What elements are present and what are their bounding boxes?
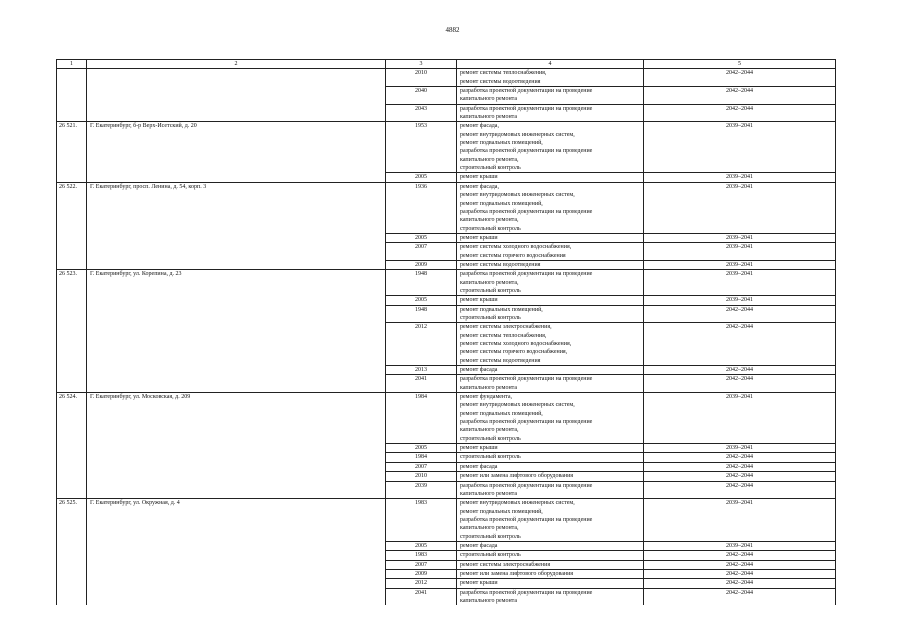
- work-type-cell: разработка проектной документации на проведение капитального ремонта, строительный контроль: [457, 270, 644, 296]
- period-cell: 2042–2044: [644, 366, 836, 375]
- building-row: [57, 182, 836, 233]
- table-row: [57, 579, 836, 588]
- row-number: [57, 375, 87, 393]
- address-cell: [87, 560, 386, 569]
- address-cell: Г. Екатеринбург, б-р Верх-Исетский, д. 20: [87, 122, 386, 173]
- table-row: [57, 551, 836, 560]
- year-cell: 2043: [386, 104, 457, 122]
- table-row: [57, 453, 836, 462]
- work-type-cell: ремонт внутридомовых инженерных систем, ремонт подвальных помещений, разработка проектной документации на проведение капитального ремонта, строительный контроль: [457, 499, 644, 542]
- period-cell: 2039–2041: [644, 444, 836, 453]
- row-number: [57, 588, 87, 605]
- row-number: [57, 481, 87, 499]
- period-cell: 2042–2044: [644, 560, 836, 569]
- year-cell: 2005: [386, 296, 457, 305]
- row-number: [57, 551, 87, 560]
- work-type-cell: разработка проектной документации на проведение капитального ремонта: [457, 375, 644, 393]
- year-cell: 2007: [386, 243, 457, 261]
- work-type-cell: ремонт подвальных помещений, строительный контроль: [457, 305, 644, 323]
- column-header: 5: [644, 60, 836, 69]
- work-type-cell: ремонт фасада: [457, 462, 644, 471]
- period-cell: 2042–2044: [644, 462, 836, 471]
- work-type-cell: строительный контроль: [457, 453, 644, 462]
- address-cell: [87, 69, 386, 87]
- period-cell: 2042–2044: [644, 453, 836, 462]
- table-row: [57, 366, 836, 375]
- row-number: [57, 541, 87, 550]
- address-cell: [87, 87, 386, 105]
- column-header: 2: [87, 60, 386, 69]
- address-cell: Г. Екатеринбург, просп. Ленина, д. 54, корп. 3: [87, 182, 386, 233]
- year-cell: 2040: [386, 87, 457, 105]
- row-number: 26 525.: [57, 499, 87, 542]
- row-number: [57, 104, 87, 122]
- period-cell: 2042–2044: [644, 472, 836, 481]
- period-cell: 2042–2044: [644, 305, 836, 323]
- period-cell: 2039–2041: [644, 393, 836, 444]
- year-cell: 2039: [386, 481, 457, 499]
- address-cell: [87, 453, 386, 462]
- table-row: [57, 541, 836, 550]
- work-type-cell: ремонт системы холодного водоснабжения, ремонт системы горячего водоснабжения: [457, 243, 644, 261]
- row-number: [57, 579, 87, 588]
- year-cell: 1983: [386, 499, 457, 542]
- year-cell: 2041: [386, 588, 457, 605]
- row-number: [57, 366, 87, 375]
- year-cell: 2005: [386, 233, 457, 242]
- building-row: [57, 270, 836, 296]
- period-cell: 2039–2041: [644, 122, 836, 173]
- year-cell: 1983: [386, 551, 457, 560]
- column-header-row: [57, 60, 836, 69]
- period-cell: 2039–2041: [644, 182, 836, 233]
- work-type-cell: разработка проектной документации на проведение капитального ремонта: [457, 588, 644, 605]
- period-cell: 2039–2041: [644, 270, 836, 296]
- page-number: 4882: [445, 26, 460, 34]
- row-number: [57, 243, 87, 261]
- row-number: [57, 233, 87, 242]
- year-cell: 2013: [386, 366, 457, 375]
- work-type-cell: ремонт или замена лифтового оборудования: [457, 569, 644, 578]
- period-cell: 2042–2044: [644, 588, 836, 605]
- address-cell: [87, 104, 386, 122]
- period-cell: 2042–2044: [644, 87, 836, 105]
- period-cell: 2039–2041: [644, 296, 836, 305]
- year-cell: 2009: [386, 260, 457, 269]
- row-number: 26 524.: [57, 393, 87, 444]
- year-cell: 2010: [386, 472, 457, 481]
- address-cell: Г. Екатеринбург, ул. Окружная, д. 4: [87, 499, 386, 542]
- address-cell: [87, 481, 386, 499]
- year-cell: 1948: [386, 305, 457, 323]
- table-row: [57, 588, 836, 605]
- year-cell: 1953: [386, 122, 457, 173]
- table-row: [57, 375, 836, 393]
- year-cell: 2005: [386, 444, 457, 453]
- address-cell: [87, 366, 386, 375]
- table-row: [57, 104, 836, 122]
- row-number: [57, 462, 87, 471]
- address-cell: [87, 375, 386, 393]
- work-type-cell: ремонт или замена лифтового оборудования: [457, 472, 644, 481]
- column-header: 3: [386, 60, 457, 69]
- work-type-cell: ремонт фундамента, ремонт внутридомовых инженерных систем, ремонт подвальных помещений, разработка проектной документации на проведение капитального ремонта, строительный контроль: [457, 393, 644, 444]
- period-cell: 2042–2044: [644, 551, 836, 560]
- address-cell: [87, 462, 386, 471]
- row-number: [57, 444, 87, 453]
- work-type-cell: ремонт системы электроснабжения: [457, 560, 644, 569]
- address-cell: [87, 233, 386, 242]
- year-cell: 2041: [386, 375, 457, 393]
- period-cell: 2042–2044: [644, 69, 836, 87]
- table-row: [57, 323, 836, 366]
- period-cell: 2042–2044: [644, 481, 836, 499]
- year-cell: 2012: [386, 579, 457, 588]
- work-type-cell: ремонт системы электроснабжения, ремонт системы теплоснабжения, ремонт системы холодного водоснабжения, ремонт системы горячего водоснабжения, ремонт системы водоотведения: [457, 323, 644, 366]
- year-cell: 1936: [386, 182, 457, 233]
- year-cell: 2007: [386, 560, 457, 569]
- work-type-cell: ремонт крыши: [457, 444, 644, 453]
- work-type-cell: разработка проектной документации на проведение капитального ремонта: [457, 481, 644, 499]
- row-number: [57, 69, 87, 87]
- table-row: [57, 233, 836, 242]
- period-cell: 2039–2041: [644, 233, 836, 242]
- table-row: [57, 481, 836, 499]
- period-cell: 2042–2044: [644, 375, 836, 393]
- year-cell: 2010: [386, 69, 457, 87]
- row-number: [57, 569, 87, 578]
- table-row: [57, 462, 836, 471]
- address-cell: [87, 243, 386, 261]
- row-number: [57, 173, 87, 182]
- year-cell: 2009: [386, 569, 457, 578]
- work-type-cell: ремонт крыши: [457, 173, 644, 182]
- table-row: [57, 69, 836, 87]
- period-cell: 2042–2044: [644, 579, 836, 588]
- work-type-cell: ремонт крыши: [457, 579, 644, 588]
- address-cell: [87, 305, 386, 323]
- address-cell: [87, 444, 386, 453]
- row-number: [57, 87, 87, 105]
- row-number: [57, 305, 87, 323]
- table-row: [57, 305, 836, 323]
- row-number: [57, 323, 87, 366]
- table-row: [57, 296, 836, 305]
- table-row: [57, 87, 836, 105]
- table-row: [57, 260, 836, 269]
- address-cell: [87, 551, 386, 560]
- work-type-cell: строительный контроль: [457, 551, 644, 560]
- address-cell: Г. Екатеринбург, ул. Московская, д. 209: [87, 393, 386, 444]
- table-row: [57, 243, 836, 261]
- table-row: [57, 173, 836, 182]
- building-row: [57, 122, 836, 173]
- period-cell: 2039–2041: [644, 541, 836, 550]
- year-cell: 2005: [386, 541, 457, 550]
- work-type-cell: ремонт фасада: [457, 541, 644, 550]
- row-number: 26 522.: [57, 182, 87, 233]
- address-cell: [87, 173, 386, 182]
- work-type-cell: ремонт фасада, ремонт внутридомовых инженерных систем, ремонт подвальных помещений, разработка проектной документации на проведение капитального ремонта, строительный контроль: [457, 122, 644, 173]
- address-cell: [87, 569, 386, 578]
- period-cell: 2042–2044: [644, 569, 836, 578]
- row-number: [57, 260, 87, 269]
- row-number: [57, 560, 87, 569]
- work-type-cell: ремонт системы водоотведения: [457, 260, 644, 269]
- year-cell: 2005: [386, 173, 457, 182]
- address-cell: [87, 323, 386, 366]
- address-cell: [87, 296, 386, 305]
- address-cell: [87, 541, 386, 550]
- table-row: [57, 560, 836, 569]
- table-row: [57, 472, 836, 481]
- year-cell: 1984: [386, 393, 457, 444]
- year-cell: 2012: [386, 323, 457, 366]
- year-cell: 1984: [386, 453, 457, 462]
- period-cell: 2039–2041: [644, 260, 836, 269]
- work-type-cell: ремонт крыши: [457, 233, 644, 242]
- address-cell: [87, 260, 386, 269]
- column-header: 1: [57, 60, 87, 69]
- work-type-cell: ремонт крыши: [457, 296, 644, 305]
- work-type-cell: ремонт системы теплоснабжения, ремонт системы водоотведения: [457, 69, 644, 87]
- period-cell: 2039–2041: [644, 499, 836, 542]
- address-cell: [87, 579, 386, 588]
- period-cell: 2042–2044: [644, 104, 836, 122]
- building-row: [57, 393, 836, 444]
- column-header: 4: [457, 60, 644, 69]
- work-type-cell: ремонт фасада, ремонт внутридомовых инженерных систем, ремонт подвальных помещений, разработка проектной документации на проведение капитального ремонта, строительный контроль: [457, 182, 644, 233]
- row-number: [57, 472, 87, 481]
- address-cell: [87, 472, 386, 481]
- row-number: 26 523.: [57, 270, 87, 296]
- row-number: 26 521.: [57, 122, 87, 173]
- period-cell: 2039–2041: [644, 243, 836, 261]
- work-type-cell: разработка проектной документации на проведение капитального ремонта: [457, 87, 644, 105]
- year-cell: 2007: [386, 462, 457, 471]
- address-cell: [87, 588, 386, 605]
- address-cell: Г. Екатеринбург, ул. Корепина, д. 23: [87, 270, 386, 296]
- work-type-cell: разработка проектной документации на проведение капитального ремонта: [457, 104, 644, 122]
- period-cell: 2042–2044: [644, 323, 836, 366]
- table-row: [57, 569, 836, 578]
- register-table: [56, 59, 836, 605]
- work-type-cell: ремонт фасада: [457, 366, 644, 375]
- building-row: [57, 499, 836, 542]
- row-number: [57, 453, 87, 462]
- row-number: [57, 296, 87, 305]
- table-row: [57, 444, 836, 453]
- period-cell: 2039–2041: [644, 173, 836, 182]
- year-cell: 1948: [386, 270, 457, 296]
